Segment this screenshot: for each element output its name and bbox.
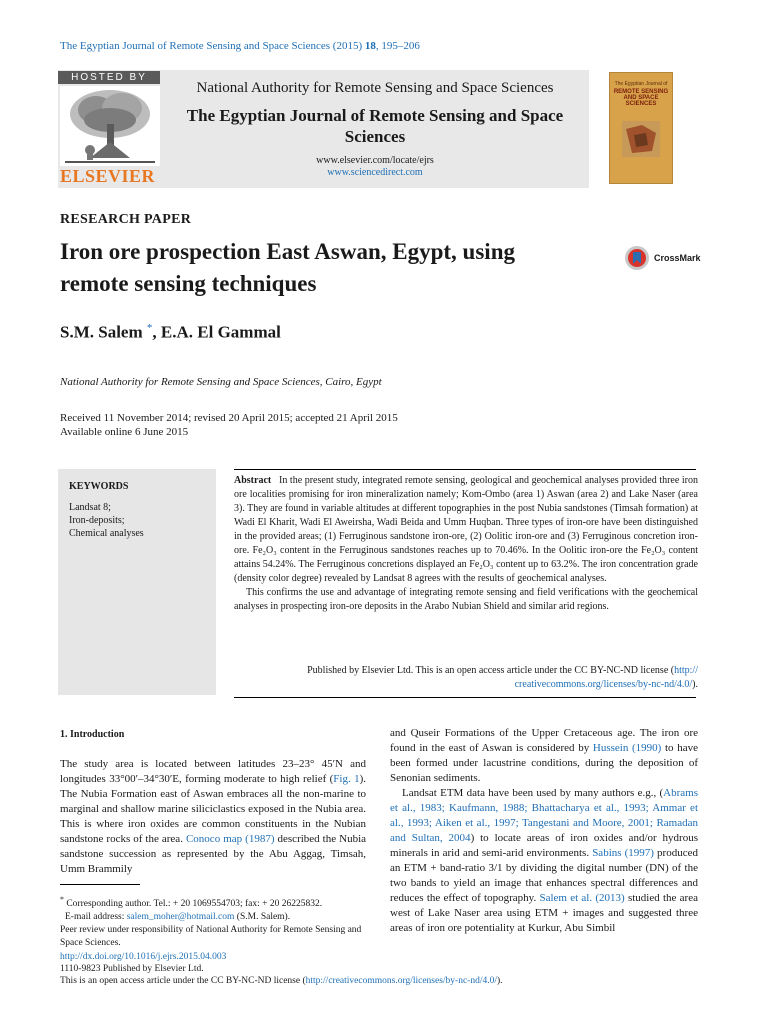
- journal-url[interactable]: www.elsevier.com/locate/ejrs: [316, 155, 434, 166]
- abstract-text-1: In the present study, integrated remote sensing, geological and geochemical analyses provided three iron ore localities promising for iron mineralization namely; Kom-Ombo (area 1) Aswan (area 2) and Lake Naser (area 3). They are found in variable altitudes at different topographies in the post Nubia sandstones (Timsah formation) at Wadi El Kharit, Wadi El Aweirsha, Wadi Beida and Umm Huqban. Three types of iron-ore have been distinguished in the provided areas; (1) Ferruginous sandstone iron-ore, (2) Oolitic iron-ore and (3) Ferruginous concretion iron-ore. Fe₂O₃ content in the Ferruginous sandstones reaches up to 70.46%. In the Oolitic iron-ore the Fe₂O₃ content attains 54.24%. The Ferruginous concretions displayed an Fe₂O₃ content up to 63.2%. The iron concentration grade (density color degree) revealed by Landsat 8 agrees with the results of geochemical analyses.: [234, 475, 699, 584]
- abstract-license: [234, 664, 698, 692]
- abstract-license-end: ).: [692, 679, 698, 690]
- reference-link[interactable]: Hussein (1990): [592, 742, 662, 754]
- footnote-peer-review: Peer review under responsibility of National Authority for Remote Sensing and Space Sciences.: [60, 925, 362, 949]
- journal-cover-thumbnail[interactable]: [609, 72, 673, 184]
- reference-links-group[interactable]: Abrams et al., 1983; Kaufmann, 1988; Bhattacharya et al., 1993; Ammar et al., 1993; Aiken et al., 1997; Tangestani and Moore, 2001; Ramadan and Sultan, 2004: [390, 787, 698, 844]
- footnote-mark: *: [60, 895, 64, 904]
- abstract-label: Abstract: [234, 475, 272, 486]
- author-el-gammal[interactable]: , E.A. El Gammal: [152, 322, 281, 342]
- footer-license-text: This is an open access article under the CC BY-NC-ND license (: [60, 976, 306, 986]
- abstract-paragraph-2: This confirms the use and advantage of integrating remote sensing and field verifications with the geochemical analyses in prospecting iron-ore deposits in the Arabo Nubian Shield and similar arid regions.: [234, 587, 698, 612]
- journal-citation[interactable]: [60, 40, 420, 52]
- intro-body: [60, 757, 366, 877]
- authors: [60, 322, 281, 343]
- intro-text-c: described the Nubia sandstone succession as represented by the Abu Aggag, Timsah, Umm Brammily: [60, 833, 367, 875]
- footnote-corresponding: [60, 893, 370, 911]
- keyword-item: Chemical analyses: [69, 528, 144, 539]
- elsevier-tree-logo: [60, 86, 160, 166]
- keywords-title: KEYWORDS: [69, 481, 129, 492]
- right-text-c: Landsat ETM data have been used by many authors e.g., (: [402, 787, 664, 799]
- right-text-f: studied the area west of Lake Naser area using ETM + images and suggested three areas of iron ore potentiality at Kurkur, Abu Simbil: [390, 892, 698, 934]
- figure-1-link[interactable]: Fig. 1: [333, 773, 360, 785]
- intro-paragraph-1: [60, 757, 366, 877]
- crossmark-label[interactable]: CrossMark: [654, 253, 701, 263]
- page-footer: [60, 951, 503, 987]
- received-dates: Received 11 November 2014; revised 20 April 2015; accepted 21 April 2015: [60, 412, 398, 424]
- right-paragraph-2: [390, 786, 698, 936]
- sciencedirect-url[interactable]: www.sciencedirect.com: [327, 167, 423, 178]
- right-text-a: and Quseir Formations of the Upper Cretaceous age. The iron ore found in the east of Aswan is considered by: [390, 727, 698, 754]
- journal-title: The Egyptian Journal of Remote Sensing and Space Sciences: [186, 106, 564, 146]
- intro-text-a: The study area is located between latitudes 23–23° 45′N and longitudes 33°00′–34°30′E, forming moderate to high relief (: [60, 758, 366, 785]
- abstract-license-link-part2[interactable]: creativecommons.org/licenses/by-nc-nd/4.0/: [514, 679, 693, 690]
- section-heading-introduction: 1. Introduction: [60, 729, 125, 740]
- right-column-body: [390, 726, 698, 936]
- elsevier-logo-text: ELSEVIER: [60, 166, 156, 186]
- email-end: (S.M. Salem).: [234, 912, 291, 923]
- hosted-by-tab: HOSTED BY: [58, 71, 160, 84]
- cover-top-text: The Egyptian Journal of: [614, 81, 668, 87]
- right-paragraph-1: [390, 726, 698, 786]
- right-text-e: produced an ETM + band-ratio 3/1 by dividing the digital number (DN) of the two bands to yield an image that enhances spectral differences and reduces the effect of topography.: [390, 847, 698, 904]
- affiliation: National Authority for Remote Sensing and Space Sciences, Cairo, Egypt: [60, 376, 382, 388]
- abstract-license-link-part1[interactable]: http://: [674, 665, 698, 676]
- citation-journal: The Egyptian Journal of Remote Sensing and Space Sciences (2015): [60, 40, 363, 52]
- issn-line: 1110-9823 Published by Elsevier Ltd.: [60, 964, 204, 974]
- cover-title-text: REMOTE SENSING AND SPACE SCIENCES: [613, 89, 669, 107]
- citation-pages: , 195–206: [375, 40, 420, 52]
- cover-map-image: [622, 121, 660, 157]
- doi-link[interactable]: http://dx.doi.org/10.1016/j.ejrs.2015.04.003: [60, 952, 227, 962]
- keyword-item: Iron-deposits;: [69, 515, 125, 526]
- right-text-d: ) to locate areas of iron oxides and/or hydrous minerals in arid and semi-arid environments.: [390, 832, 699, 859]
- keyword-item: Landsat 8;: [69, 502, 111, 513]
- citation-volume: 18: [364, 40, 376, 52]
- email-link[interactable]: salem_moher@hotmail.com: [126, 912, 235, 923]
- email-label: E-mail address:: [65, 912, 127, 923]
- footer-license: [60, 975, 503, 987]
- corresponding-author-mark[interactable]: *: [146, 322, 153, 334]
- paper-title: Iron ore prospection East Aswan, Egypt, using remote sensing techniques: [60, 239, 515, 296]
- abstract-top-rule: [234, 469, 696, 470]
- reference-link[interactable]: Salem et al. (2013): [539, 892, 625, 904]
- org-name: National Authority for Remote Sensing and Space Sciences: [196, 80, 554, 96]
- footnote: [60, 893, 370, 950]
- author-salem[interactable]: S.M. Salem: [60, 322, 143, 342]
- footnote-corresponding-text: Corresponding author. Tel.: + 20 1069554703; fax: + 20 26225832.: [63, 899, 323, 910]
- abstract: [234, 474, 698, 614]
- intro-text-b: ). The Nubia Formation east of Aswan embraces all the non-marine to marginal and shallow marine siliciclastics exposed in the Nubia area. This is where iron oxides are common constituents in the Nubian sandstone rocks of the area.: [60, 773, 366, 845]
- footer-license-end: ).: [497, 976, 503, 986]
- reference-link[interactable]: Conoco map (1987): [185, 833, 275, 845]
- abstract-bottom-rule: [234, 697, 696, 698]
- abstract-paragraph-1: [234, 474, 698, 586]
- reference-link[interactable]: Sabins (1997): [592, 847, 654, 859]
- abstract-license-text: Published by Elsevier Ltd. This is an open access article under the CC BY-NC-ND license (: [307, 665, 675, 676]
- right-text-b: to have been formed under lacustrine conditions, during the deposition of Senonian sediments.: [390, 742, 698, 784]
- online-date: Available online 6 June 2015: [60, 426, 189, 438]
- footer-license-link[interactable]: http://creativecommons.org/licenses/by-nc-nd/4.0/: [305, 976, 497, 986]
- footnote-email: [60, 911, 370, 924]
- footnote-rule: [60, 884, 140, 885]
- paper-type: RESEARCH PAPER: [60, 212, 192, 227]
